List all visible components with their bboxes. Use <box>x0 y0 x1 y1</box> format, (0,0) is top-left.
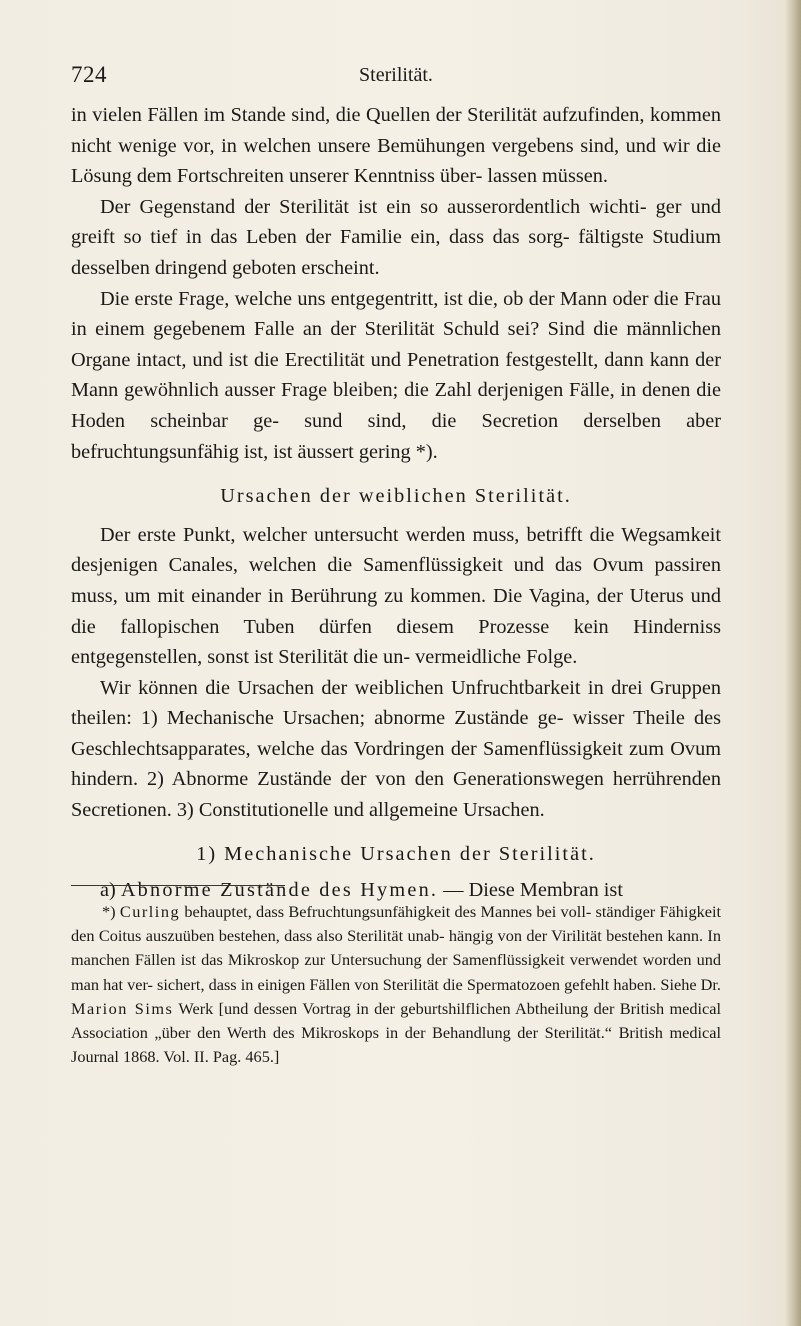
footnote-rule <box>71 885 285 886</box>
subsection-title: Abnorme Zustände des Hymen. <box>120 879 439 902</box>
page-header <box>71 62 721 102</box>
main-text <box>71 100 721 906</box>
page-edge <box>785 0 801 1326</box>
paragraph: Wir können die Ursachen der weiblichen Unfruchtbarkeit in drei Gruppen theilen: 1) Mechanische Ursachen; abnorme Zustände ge- wisser Theile des Geschlechtsapparates, welche das Vordringen der Samenflüssigkeit zum Ovum hindern. 2) Abnorme Zustände der von den Generationswegen herrührenden Secretionen. 3) Constitutionelle und allgemeine Ursachen. <box>71 676 721 822</box>
footnote-marker: *) <box>102 902 120 921</box>
footnote-text-part: behauptet, dass Befruchtungsunfähigkeit des Mannes bei voll- ständiger Fähigkeit den Coitus auszuüben bestehen, dass also Sterilität unab- hängig von der Virilität bestehen kann. In manchen Fällen ist das Mikroskop zur Untersuchung der Samenflüssigkeit verwendet worden und man hat ver- sichert, dass in einigen Fällen von Sterilität die Spermatozoen gefehlt haben. Siehe Dr. <box>71 902 722 994</box>
paragraph: Der Gegenstand der Sterilität ist ein so ausserordentlich wichti- ger und greift so tief in das Leben der Familie ein, dass das sorg- fältigste Studium desselben dringend geboten erscheint. <box>71 195 721 279</box>
paragraph: Der erste Punkt, welcher untersucht werden muss, betrifft die Wegsamkeit desjenigen Canales, welchen die Samenflüssigkeit und das Ovum passiren muss, um mit einander in Berührung zu kommen. Die Vagina, der Uterus und die fallopischen Tuben dürfen diesem Prozesse kein Hinderniss entgegenstellen, sonst ist Sterilität die un- vermeidliche Folge. <box>71 523 721 669</box>
section-heading: Ursachen der weiblichen Sterilität. <box>220 485 572 508</box>
running-head: Sterilität. <box>359 64 433 86</box>
footnote-name: Marion Sims <box>71 998 174 1018</box>
footnote-text-part: Werk [und dessen Vortrag in der geburtshilflichen Abtheilung der British medical Association „über den Werth des Mikroskops in der Behandlung der Sterilität.“ British medical Journal 1868. Vol. II. Pag. 465.] <box>71 998 721 1067</box>
footnote <box>71 900 721 1069</box>
paragraph: in vielen Fällen im Stande sind, die Quellen der Sterilität aufzufinden, kommen nicht wenige vor, in welchen unsere Bemühungen vergebens sind, und wir die Lösung dem Fortschreiten unserer Kenntniss über- lassen müssen. <box>71 104 721 188</box>
footnote-text <box>71 900 721 1069</box>
subsection-heading: 1) Mechanische Ursachen der Sterilität. <box>196 842 596 865</box>
footnote-author: Curling <box>119 902 181 921</box>
paragraph: Die erste Frage, welche uns entgegentritt, ist die, ob der Mann oder die Frau in einem gegebenem Falle an der Sterilität Schuld sei? Sind die männlichen Organe intact, und ist die Erectilität und Penetration festgestellt, dann kann der Mann gewöhnlich ausser Frage bleiben; die Zahl derjenigen Fälle, in denen die Hoden scheinbar ge- sund sind, die Secretion derselben aber befruchtungsunfähig ist, ist äussert gering *). <box>71 287 721 463</box>
page-number: 724 <box>71 62 107 87</box>
subsection-text: — Diese Membran ist <box>438 879 623 902</box>
subsection-label: a) <box>100 879 121 902</box>
